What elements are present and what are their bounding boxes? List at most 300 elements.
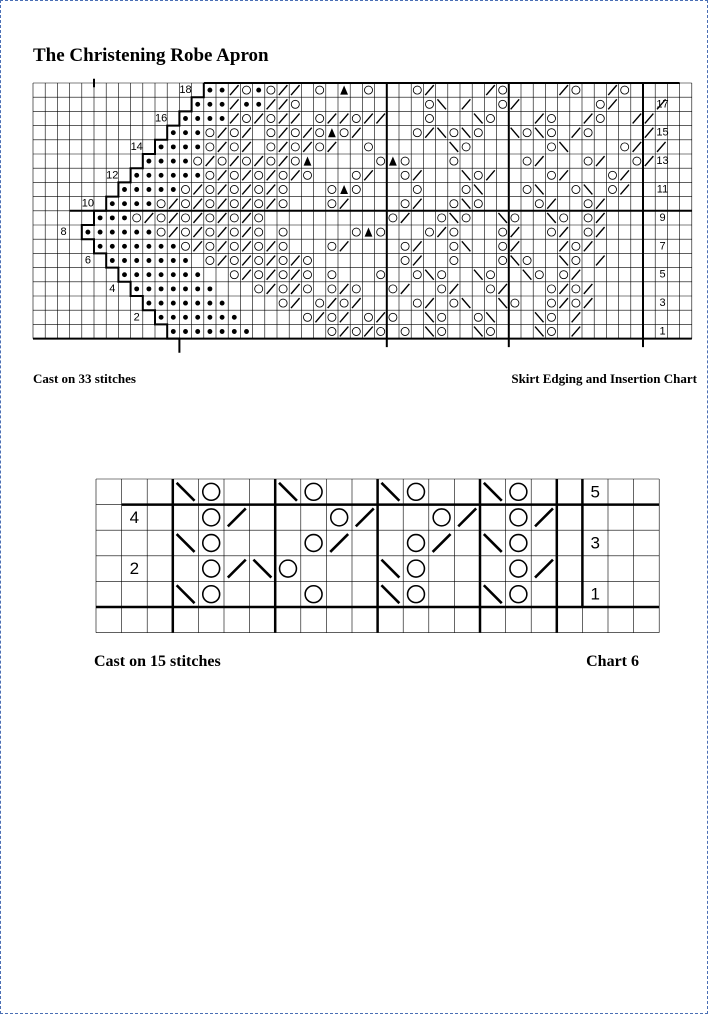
yarn-over-icon xyxy=(462,143,470,151)
purl-icon xyxy=(146,159,151,164)
purl-icon xyxy=(183,173,188,178)
yarn-over-icon xyxy=(535,271,543,279)
k2tog-icon xyxy=(218,142,227,152)
yarn-over-icon xyxy=(511,214,519,222)
ssk-icon xyxy=(437,99,446,109)
purl-icon xyxy=(220,102,225,107)
yarn-over-icon xyxy=(401,242,409,250)
yarn-over-icon xyxy=(608,171,616,179)
double-decrease-icon xyxy=(328,128,336,137)
k2tog-icon xyxy=(218,170,227,180)
k2tog-icon xyxy=(559,227,568,237)
chart1-row-number: 5 xyxy=(659,268,666,281)
purl-icon xyxy=(183,258,188,263)
purl-icon xyxy=(183,130,188,135)
yarn-over-icon xyxy=(255,256,263,264)
yarn-over-icon xyxy=(291,157,299,165)
k2tog-icon xyxy=(559,284,568,294)
chart1-row-number: 8 xyxy=(60,226,67,239)
k2tog-icon xyxy=(291,298,300,308)
k2tog-icon xyxy=(218,256,227,266)
purl-icon xyxy=(122,272,127,277)
purl-icon xyxy=(183,272,188,277)
k2tog-icon xyxy=(254,114,263,124)
purl-icon xyxy=(183,159,188,164)
k2tog-icon xyxy=(584,241,593,251)
chart1-cast-on-label: Cast on 33 stitches xyxy=(33,371,136,386)
yarn-over-icon xyxy=(377,327,385,335)
yarn-over-icon xyxy=(510,560,527,577)
yarn-over-icon xyxy=(462,185,470,193)
yarn-over-icon xyxy=(267,114,275,122)
k2tog-icon xyxy=(376,114,385,124)
yarn-over-icon xyxy=(401,171,409,179)
k2tog-icon xyxy=(340,327,349,337)
k2tog-icon xyxy=(330,534,348,552)
yarn-over-icon xyxy=(255,271,263,279)
chart1-row-number: 17 xyxy=(656,98,669,111)
ssk-icon xyxy=(535,327,544,337)
k2tog-icon xyxy=(413,256,422,266)
ssk-icon xyxy=(484,585,502,603)
yarn-over-icon xyxy=(510,483,527,500)
k2tog-icon xyxy=(340,114,349,124)
yarn-over-icon xyxy=(242,157,250,165)
yarn-over-icon xyxy=(438,271,446,279)
yarn-over-icon xyxy=(584,214,592,222)
chart2-row-number: 4 xyxy=(129,507,140,527)
k2tog-icon xyxy=(596,213,605,223)
chart1-row-number: 7 xyxy=(659,240,666,253)
k2tog-icon xyxy=(376,312,385,322)
purl-icon xyxy=(110,244,115,249)
chart1-row-number: 13 xyxy=(656,155,669,168)
yarn-over-icon xyxy=(608,185,616,193)
yarn-over-icon xyxy=(206,129,214,137)
purl-icon xyxy=(98,244,103,249)
purl-icon xyxy=(159,159,164,164)
ssk-icon xyxy=(584,185,593,195)
purl-icon xyxy=(146,230,151,235)
yarn-over-icon xyxy=(413,129,421,137)
k2tog-icon xyxy=(486,85,495,95)
yarn-over-icon xyxy=(438,285,446,293)
k2tog-icon xyxy=(437,227,446,237)
yarn-over-icon xyxy=(230,171,238,179)
yarn-over-icon xyxy=(331,509,348,526)
yarn-over-icon xyxy=(316,299,324,307)
yarn-over-icon xyxy=(280,560,297,577)
yarn-over-icon xyxy=(340,299,348,307)
k2tog-icon xyxy=(328,142,337,152)
k2tog-icon xyxy=(242,227,251,237)
k2tog-icon xyxy=(193,199,202,209)
purl-icon xyxy=(134,272,139,277)
yarn-over-icon xyxy=(203,586,220,603)
yarn-over-icon xyxy=(377,228,385,236)
yarn-over-icon xyxy=(499,228,507,236)
chart1-row-number: 15 xyxy=(656,126,669,139)
yarn-over-icon xyxy=(352,285,360,293)
yarn-over-icon xyxy=(133,214,141,222)
k2tog-icon xyxy=(279,85,288,95)
purl-icon xyxy=(110,201,115,206)
k2tog-icon xyxy=(279,99,288,109)
purl-icon xyxy=(146,173,151,178)
k2tog-icon xyxy=(242,170,251,180)
k2tog-icon xyxy=(596,156,605,166)
k2tog-icon xyxy=(340,284,349,294)
k2tog-icon xyxy=(645,128,654,138)
k2tog-icon xyxy=(535,114,544,124)
yarn-over-icon xyxy=(364,313,372,321)
yarn-over-icon xyxy=(450,299,458,307)
k2tog-icon xyxy=(340,241,349,251)
purl-icon xyxy=(220,329,225,334)
purl-icon xyxy=(159,272,164,277)
chart2-name-label: Chart 6 xyxy=(586,653,639,670)
purl-icon xyxy=(159,187,164,192)
yarn-over-icon xyxy=(328,285,336,293)
yarn-over-icon xyxy=(305,535,322,552)
yarn-over-icon xyxy=(181,200,189,208)
ssk-icon xyxy=(559,142,568,152)
ssk-icon xyxy=(498,298,507,308)
double-decrease-icon xyxy=(365,228,373,237)
k2tog-icon xyxy=(559,170,568,180)
k2tog-icon xyxy=(356,508,374,526)
yarn-over-icon xyxy=(316,129,324,137)
purl-icon xyxy=(183,144,188,149)
purl-icon xyxy=(195,144,200,149)
ssk-icon xyxy=(177,534,195,552)
yarn-over-icon xyxy=(255,242,263,250)
k2tog-icon xyxy=(657,142,666,152)
yarn-over-icon xyxy=(206,214,214,222)
yarn-over-icon xyxy=(279,271,287,279)
k2tog-icon xyxy=(364,170,373,180)
purl-icon xyxy=(171,315,176,320)
purl-icon xyxy=(134,244,139,249)
yarn-over-icon xyxy=(230,256,238,264)
yarn-over-icon xyxy=(267,86,275,94)
page-title: The Christening Robe Apron xyxy=(33,45,269,66)
purl-icon xyxy=(207,286,212,291)
yarn-over-icon xyxy=(408,483,425,500)
k2tog-icon xyxy=(218,128,227,138)
purl-icon xyxy=(171,286,176,291)
yarn-over-icon xyxy=(328,313,336,321)
yarn-over-icon xyxy=(230,200,238,208)
yarn-over-icon xyxy=(316,114,324,122)
yarn-over-icon xyxy=(389,214,397,222)
yarn-over-icon xyxy=(547,313,555,321)
yarn-over-icon xyxy=(425,228,433,236)
k2tog-icon xyxy=(242,199,251,209)
yarn-over-icon xyxy=(408,560,425,577)
purl-icon xyxy=(195,301,200,306)
yarn-over-icon xyxy=(438,313,446,321)
yarn-over-icon xyxy=(425,100,433,108)
yarn-over-icon xyxy=(547,327,555,335)
yarn-over-icon xyxy=(340,129,348,137)
yarn-over-icon xyxy=(486,327,494,335)
purl-icon xyxy=(195,116,200,121)
k2tog-icon xyxy=(340,199,349,209)
k2tog-icon xyxy=(535,560,553,578)
k2tog-icon xyxy=(559,241,568,251)
k2tog-icon xyxy=(328,298,337,308)
yarn-over-icon xyxy=(547,299,555,307)
yarn-over-icon xyxy=(206,143,214,151)
yarn-over-icon xyxy=(547,114,555,122)
k2tog-icon xyxy=(608,99,617,109)
purl-icon xyxy=(232,329,237,334)
k2tog-icon xyxy=(633,142,642,152)
k2tog-icon xyxy=(303,142,312,152)
purl-icon xyxy=(207,301,212,306)
k2tog-icon xyxy=(413,241,422,251)
yarn-over-icon xyxy=(450,129,458,137)
purl-icon xyxy=(159,301,164,306)
yarn-over-icon xyxy=(560,271,568,279)
k2tog-icon xyxy=(267,241,276,251)
yarn-over-icon xyxy=(291,129,299,137)
k2tog-icon xyxy=(279,114,288,124)
purl-icon xyxy=(134,201,139,206)
k2tog-icon xyxy=(242,256,251,266)
k2tog-icon xyxy=(242,142,251,152)
purl-icon xyxy=(220,88,225,93)
yarn-over-icon xyxy=(547,285,555,293)
yarn-over-icon xyxy=(510,586,527,603)
yarn-over-icon xyxy=(438,327,446,335)
yarn-over-icon xyxy=(328,200,336,208)
yarn-over-icon xyxy=(572,242,580,250)
purl-icon xyxy=(207,315,212,320)
yarn-over-icon xyxy=(510,535,527,552)
yarn-over-icon xyxy=(401,256,409,264)
chart1-row-number: 12 xyxy=(106,169,119,182)
yarn-over-icon xyxy=(303,313,311,321)
k2tog-icon xyxy=(633,114,642,124)
purl-icon xyxy=(134,230,139,235)
ssk-icon xyxy=(474,185,483,195)
yarn-over-icon xyxy=(242,86,250,94)
yarn-over-icon xyxy=(401,157,409,165)
yarn-over-icon xyxy=(413,86,421,94)
k2tog-icon xyxy=(169,227,178,237)
yarn-over-icon xyxy=(401,327,409,335)
yarn-over-icon xyxy=(572,256,580,264)
yarn-over-icon xyxy=(633,157,641,165)
k2tog-icon xyxy=(498,284,507,294)
yarn-over-icon xyxy=(547,171,555,179)
yarn-over-icon xyxy=(474,200,482,208)
purl-icon xyxy=(134,286,139,291)
purl-icon xyxy=(183,286,188,291)
ssk-icon xyxy=(381,560,399,578)
yarn-over-icon xyxy=(584,200,592,208)
k2tog-icon xyxy=(267,99,276,109)
yarn-over-icon xyxy=(523,256,531,264)
yarn-over-icon xyxy=(535,200,543,208)
yarn-over-icon xyxy=(255,214,263,222)
ssk-icon xyxy=(474,114,483,124)
k2tog-icon xyxy=(450,284,459,294)
k2tog-icon xyxy=(458,508,476,526)
purl-icon xyxy=(122,244,127,249)
yarn-over-icon xyxy=(572,285,580,293)
purl-icon xyxy=(159,286,164,291)
yarn-over-icon xyxy=(255,171,263,179)
yarn-over-icon xyxy=(255,200,263,208)
ssk-icon xyxy=(177,483,195,501)
yarn-over-icon xyxy=(305,483,322,500)
yarn-over-icon xyxy=(316,143,324,151)
yarn-over-icon xyxy=(267,143,275,151)
k2tog-icon xyxy=(230,99,239,109)
yarn-over-icon xyxy=(303,171,311,179)
yarn-over-icon xyxy=(523,185,531,193)
k2tog-icon xyxy=(267,170,276,180)
k2tog-icon xyxy=(535,156,544,166)
purl-icon xyxy=(232,315,237,320)
k2tog-icon xyxy=(242,185,251,195)
k2tog-icon xyxy=(620,170,629,180)
yarn-over-icon xyxy=(305,586,322,603)
yarn-over-icon xyxy=(255,285,263,293)
k2tog-icon xyxy=(145,213,154,223)
purl-icon xyxy=(171,173,176,178)
k2tog-icon xyxy=(291,270,300,280)
chart1-row-number: 14 xyxy=(130,140,143,153)
yarn-over-icon xyxy=(255,228,263,236)
chart2-cast-on-label: Cast on 15 stitches xyxy=(94,653,221,670)
ssk-icon xyxy=(425,327,434,337)
purl-icon xyxy=(146,258,151,263)
k2tog-icon xyxy=(596,256,605,266)
yarn-over-icon xyxy=(352,228,360,236)
yarn-over-icon xyxy=(279,228,287,236)
k2tog-icon xyxy=(645,156,654,166)
yarn-over-icon xyxy=(547,228,555,236)
yarn-over-icon xyxy=(547,143,555,151)
purl-icon xyxy=(171,329,176,334)
k2tog-icon xyxy=(352,128,361,138)
yarn-over-icon xyxy=(328,185,336,193)
ssk-icon xyxy=(498,213,507,223)
yarn-over-icon xyxy=(230,129,238,137)
ssk-icon xyxy=(474,327,483,337)
chart1-row-number: 6 xyxy=(84,254,91,267)
yarn-over-icon xyxy=(486,114,494,122)
k2tog-icon xyxy=(267,199,276,209)
chart1-row-number: 9 xyxy=(659,211,666,224)
yarn-over-icon xyxy=(181,214,189,222)
yarn-over-icon xyxy=(218,157,226,165)
ssk-icon xyxy=(381,483,399,501)
ssk-icon xyxy=(535,312,544,322)
yarn-over-icon xyxy=(230,228,238,236)
ssk-icon xyxy=(462,298,471,308)
yarn-over-icon xyxy=(352,171,360,179)
yarn-over-icon xyxy=(499,100,507,108)
double-decrease-icon xyxy=(340,86,348,95)
ssk-icon xyxy=(177,585,195,603)
k2tog-icon xyxy=(303,128,312,138)
k2tog-icon xyxy=(291,284,300,294)
yarn-over-icon xyxy=(438,214,446,222)
yarn-over-icon xyxy=(474,129,482,137)
chart2-row-number: 2 xyxy=(129,559,140,579)
purl-icon xyxy=(98,230,103,235)
yarn-over-icon xyxy=(242,114,250,122)
yarn-over-icon xyxy=(499,242,507,250)
double-decrease-icon xyxy=(389,157,397,166)
yarn-over-icon xyxy=(203,535,220,552)
purl-icon xyxy=(171,159,176,164)
k2tog-icon xyxy=(462,99,471,109)
k2tog-icon xyxy=(291,256,300,266)
yarn-over-icon xyxy=(352,327,360,335)
ssk-icon xyxy=(437,128,446,138)
yarn-over-icon xyxy=(621,86,629,94)
yarn-over-icon xyxy=(206,242,214,250)
k2tog-icon xyxy=(364,327,373,337)
yarn-over-icon xyxy=(584,228,592,236)
yarn-over-icon xyxy=(474,313,482,321)
yarn-over-icon xyxy=(408,586,425,603)
yarn-over-icon xyxy=(255,185,263,193)
k2tog-icon xyxy=(413,170,422,180)
yarn-over-icon xyxy=(181,242,189,250)
yarn-over-icon xyxy=(267,157,275,165)
chart1-row-number: 11 xyxy=(656,183,669,196)
yarn-over-icon xyxy=(499,86,507,94)
yarn-over-icon xyxy=(206,185,214,193)
k2tog-icon xyxy=(291,114,300,124)
k2tog-icon xyxy=(511,241,520,251)
k2tog-icon xyxy=(267,185,276,195)
yarn-over-icon xyxy=(279,171,287,179)
ssk-icon xyxy=(511,256,520,266)
yarn-over-icon xyxy=(328,327,336,335)
ssk-icon xyxy=(425,312,434,322)
yarn-over-icon xyxy=(486,285,494,293)
yarn-over-icon xyxy=(230,214,238,222)
ssk-icon xyxy=(484,483,502,501)
yarn-over-icon xyxy=(377,271,385,279)
ssk-icon xyxy=(486,312,495,322)
ssk-icon xyxy=(511,128,520,138)
ssk-icon xyxy=(450,213,459,223)
yarn-over-icon xyxy=(389,285,397,293)
k2tog-icon xyxy=(572,327,581,337)
yarn-over-icon xyxy=(499,256,507,264)
k2tog-icon xyxy=(291,170,300,180)
chart1-row-number: 18 xyxy=(179,84,192,97)
yarn-over-icon xyxy=(194,157,202,165)
yarn-over-icon xyxy=(621,143,629,151)
chart2-row-number: 5 xyxy=(590,482,600,502)
chart1-row-number: 1 xyxy=(659,325,666,338)
purl-icon xyxy=(195,329,200,334)
yarn-over-icon xyxy=(596,114,604,122)
k2tog-icon xyxy=(228,508,246,526)
k2tog-icon xyxy=(254,156,263,166)
yarn-over-icon xyxy=(474,171,482,179)
